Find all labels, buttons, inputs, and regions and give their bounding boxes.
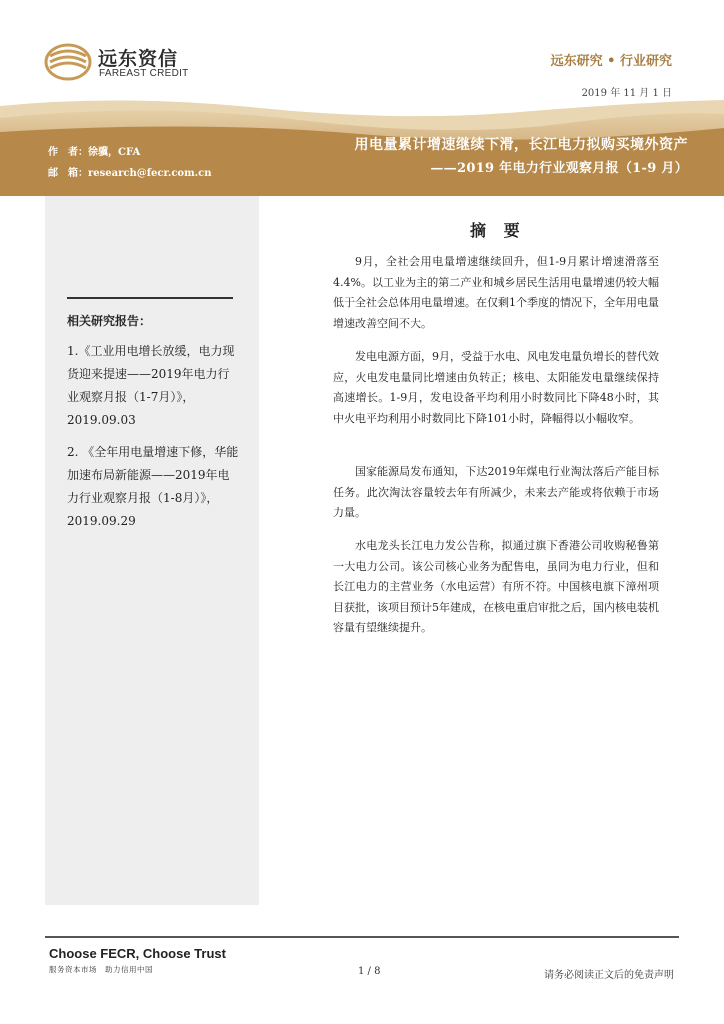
sidebar-divider xyxy=(67,297,233,299)
footer-slogan: 服务资本市场 助力信用中国 xyxy=(49,965,153,974)
abstract-paragraph: 国家能源局发布通知，下达2019年煤电行业淘汰落后产能目标任务。此次淘汰容量较去年有所减少，未来去产能或将依赖于市场力量。 xyxy=(333,465,659,519)
report-title: 用电量累计增速继续下滑，长江电力拟购买境外资产 xyxy=(354,137,688,153)
related-reports-sidebar xyxy=(45,196,259,905)
report-subtitle: ——2019 年电力行业观察月报（1-9 月） xyxy=(430,161,688,176)
footer-divider xyxy=(45,936,679,938)
report-date: 2019 年 11 月 1 日 xyxy=(581,88,672,99)
page-number: 1 / 8 xyxy=(358,966,381,977)
email-line: 邮 箱：research@fecr.com.cn xyxy=(48,168,212,179)
logo-name-en: FAREAST CREDIT xyxy=(99,68,189,79)
abstract-paragraph: 9月，全社会用电量增速继续回升，但1-9月累计增速滑落至4.4%。以工业为主的第二产业和城乡居民生活用电量增速仍较大幅低于全社会总体用电量增速。在仅剩1个季度的情况下，全年用电量增速改善空间不大。 xyxy=(333,255,659,330)
related-report-item[interactable]: 1.《工业用电增长放缓，电力现货迎来提速——2019年电力行业观察月报（1-7月）》，2019.09.03 xyxy=(67,344,235,427)
author-line: 作 者：徐骥，CFA xyxy=(48,147,141,158)
company-logo xyxy=(44,42,244,82)
abstract-paragraph: 发电电源方面，9月，受益于水电、风电发电量负增长的替代效应，火电发电量同比增速由负转正；核电、太阳能发电量继续保持高速增长。1-9月，发电设备平均利用小时数同比下降48小时，其中火电平均利用小时数同比下降101小时，降幅得以小幅收窄。 xyxy=(333,350,659,425)
related-reports-heading: 相关研究报告： xyxy=(67,314,152,328)
logo-name-cn: 远东资信 xyxy=(98,48,179,70)
logo-emblem-icon xyxy=(44,42,92,82)
related-report-item[interactable]: 2. 《全年用电量增速下修，华能加速布局新能源——2019年电力行业观察月报（1-8月）》，2019.09.29 xyxy=(67,445,239,528)
series-label: 远东研究 • 行业研究 xyxy=(550,54,672,69)
disclaimer-note[interactable]: 请务必阅读正文后的免责声明 xyxy=(544,970,674,981)
abstract-paragraph: 水电龙头长江电力发公告称，拟通过旗下香港公司收购秘鲁第一大电力公司。该公司核心业务为配售电，虽同为电力行业，但和长江电力的主营业务（水电运营）有所不符。中国核电旗下漳州项目获批，该项目预计5年建成，在核电重启审批之后，国内核电装机容量有望继续提升。 xyxy=(333,539,659,634)
footer-brand: Choose FECR, Choose Trust xyxy=(49,946,226,961)
abstract-heading: 摘 要 xyxy=(470,221,526,240)
